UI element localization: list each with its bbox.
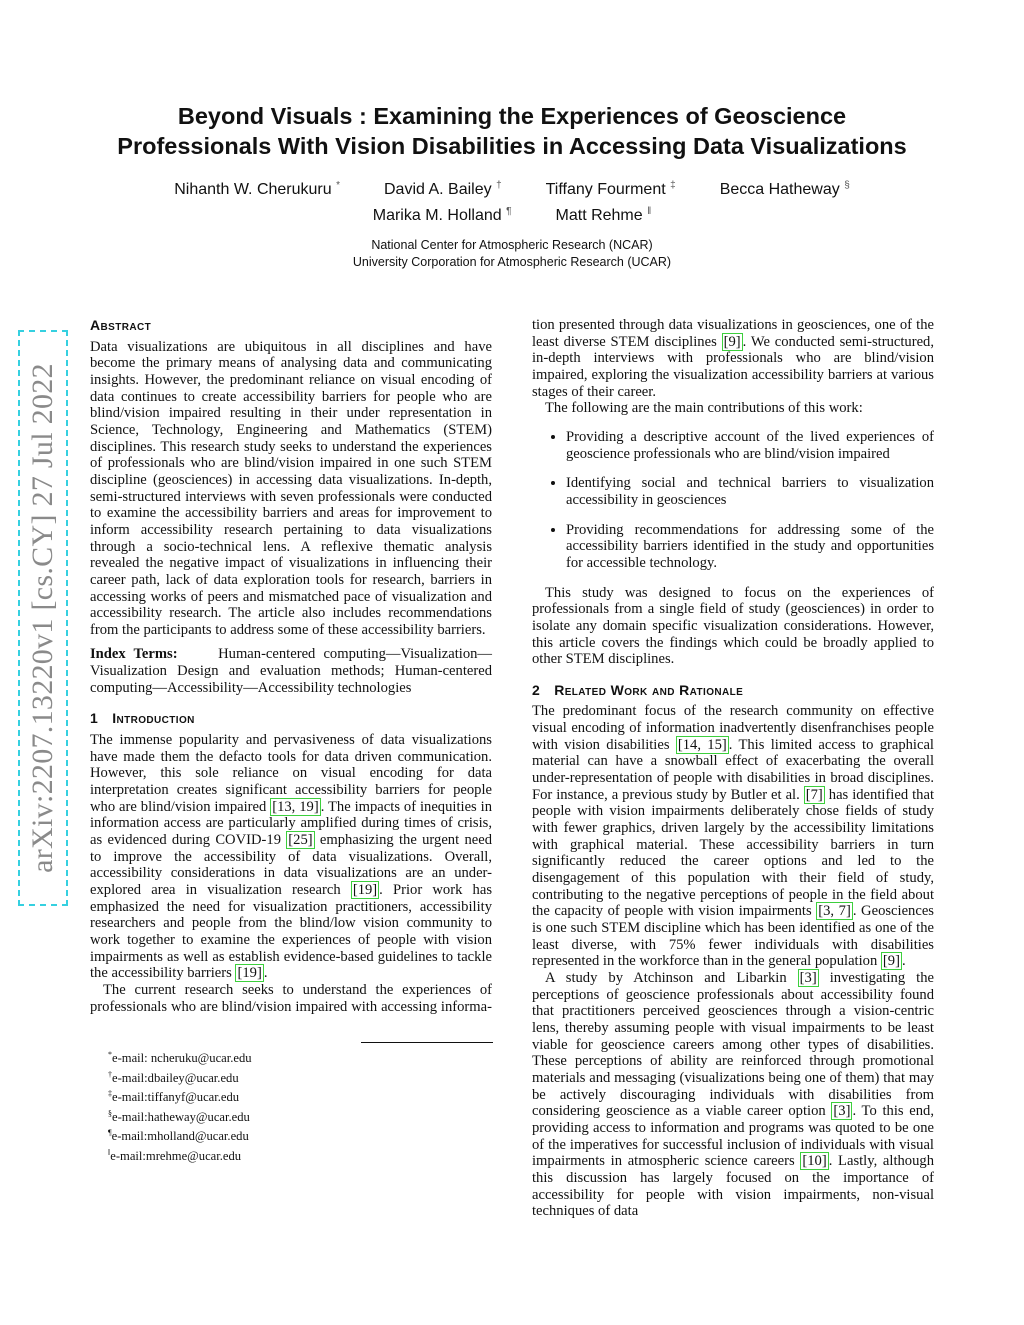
citation-link[interactable]: [25] (288, 832, 313, 849)
footnote-email[interactable]: e-mail:mholland@ucar.edu (111, 1129, 249, 1144)
section-number: 2 (532, 681, 541, 698)
text: . To this end, providing access to information and programs was quoted to be one of the imperatives for successful inclusion of individuals with visual impairments in atmospheric science careers (532, 1103, 934, 1170)
list-item: • Providing a descriptive account of the lived experiences of geoscience professionals who are blind/vision impaired (566, 429, 934, 462)
text: . Geosciences is one such STEM discipline which has been identified as one of the least diverse, with 75% fewer individuals with disabilities represented in the workforce than in the general population (532, 903, 934, 970)
arxiv-stamp[interactable] (18, 330, 68, 906)
footnotes (108, 1047, 252, 1165)
author-name: Nihanth W. Cherukuru (174, 181, 332, 198)
text: A study by Atchinson and Libarkin (545, 969, 798, 986)
affiliation: University Corporation for Atmospheric Research (UCAR) (352, 254, 672, 269)
paragraph (90, 982, 492, 1015)
list-item: • Providing recommendations for addressing some of the accessibility barriers identified in the study and opportunities for accessible technology. (566, 522, 934, 572)
footnote-email[interactable]: e-mail:dbailey@ucar.edu (112, 1070, 239, 1085)
paragraph (532, 970, 934, 1220)
author (546, 175, 676, 201)
author-mark: ‖ (647, 206, 652, 217)
paper-title: Beyond Visuals : Examining the Experiences of Geoscience Professionals With Vision Disabilities in Accessing Data Visualizations (117, 103, 907, 159)
author-name: David A. Bailey (384, 181, 492, 198)
text: . We conducted semi-structured, in-depth interviews with professionals who are blind/vision impaired, exploring the visualization accessibility barriers at various stages of their career. (532, 333, 935, 400)
section-heading (90, 710, 492, 727)
citation-link[interactable]: [19] (237, 965, 262, 982)
author-mark: * (336, 180, 340, 191)
text: tion presented through data visualizations in geosciences, one of the least diverse STEM disciplines (532, 317, 934, 350)
section-heading (90, 317, 492, 334)
paragraph (532, 317, 934, 400)
author-name: Tiffany Fourment (545, 181, 666, 198)
author (556, 201, 652, 227)
footnote (108, 1106, 252, 1126)
citation-link[interactable]: [19] (352, 882, 378, 898)
citation-link[interactable]: [9] (882, 953, 900, 970)
footnote (108, 1145, 252, 1165)
author (384, 175, 502, 201)
author-name: Becca Hatheway (719, 181, 840, 198)
text: The following are the main contributions of this work: (545, 400, 863, 417)
text: Data visualizations are ubiquitous in all disciplines and have become the primary means of analysing data and communicating insights. However, the predominant reliance on visual encoding of data continues to create accessibility barriers for people who are blind/vision impaired resulting in their under representation in Science, Technology, Engineering and Mathematics (STEM) disciplines. This research study seeks to understand the experiences of professionals who are blind/vision impaired in one such STEM discipline (geosciences) in accessing data visualizations. In-depth, semi-structured interviews with seven professionals were conducted to examine the accessibility barriers and areas for improvement to inform accessibility research pertaining to data visualizations through a socio-technical lens. A reflexive thematic analysis revealed the negative impact of visualizations in influencing their career path, lack of data exploration tools for research, barriers in accessing works of peers and mismatched pace of visualization and accessibility research. The article also includes recommendations from the participants to address some of these accessibility barriers. (90, 338, 492, 638)
author-name: Matt Rehme (555, 207, 643, 224)
paragraph (90, 732, 492, 982)
author-row (0, 175, 1024, 201)
text: . This limited access to graphical material can have a snowball effect of exacerbating the overall under-representation of people with disabilities in broad disciplines. For instance, a previous study by Butler et al. (532, 736, 934, 803)
citation-link[interactable]: [3] (833, 1103, 851, 1120)
citation-link[interactable]: [9] (723, 333, 741, 350)
bullet-list (532, 429, 934, 572)
footnote-email[interactable]: e-mail: ncheruku@ucar.edu (112, 1051, 252, 1066)
author-mark: † (496, 180, 502, 191)
index-terms-label: Index Terms: (90, 646, 178, 663)
footnote-mark: † (108, 1069, 112, 1079)
section-number: 1 (90, 710, 99, 727)
citation-link[interactable]: [14, 15] (677, 736, 727, 753)
footnote-email[interactable]: e-mail:hatheway@ucar.edu (112, 1109, 250, 1124)
text: The immense popularity and pervasiveness of data visualizations have made them the defacto tools for data driven communication. However, this sole reliance on visual encoding for data interpretation creates significant accessibility barriers for people who are blind/vision impaired (90, 732, 492, 815)
section-title: Introduction (112, 710, 195, 727)
footnote-mark: ‖ (108, 1147, 111, 1157)
text: investigating the perceptions of geoscience professionals about accessibility found that practitioners perceived geosciences through a vision-centric lens, thereby assuming people with visual impairments to be least viable for geoscience careers among other types of disabilities. These perceptions of ability are reinforced through promotional materials and messaging (visualizations being one of them) that may be actively discouraging individuals with disabilities from considering geoscience as a viable career option (532, 969, 934, 1120)
text: . The impacts of inequities in information access are particularly amplified during times of crisis, as evidenced during COVID-19 (90, 798, 492, 849)
paragraph (532, 585, 934, 668)
citation-link[interactable]: [10] (802, 1153, 827, 1170)
author-row (0, 201, 1024, 227)
footnote-mark: § (108, 1108, 112, 1118)
footnote-mark: ¶ (108, 1128, 112, 1138)
text: The predominant focus of the research community on effective visual encoding of information inadvertently disenfranchises people with vision disabilities (532, 703, 934, 753)
text: This study was designed to focus on the experiences of professionals from a single field of study (geosciences) in order to isolate any domain specific visualization considerations. However, this article covers the findings which could be broadly applied to other STEM disciplines. (532, 584, 934, 668)
author (174, 175, 340, 201)
footnote-email[interactable]: e-mail:tiffanyf@ucar.edu (112, 1090, 240, 1105)
affiliations (0, 237, 1024, 270)
left-column (90, 317, 492, 1015)
index-terms (90, 646, 492, 696)
footnote-email[interactable]: e-mail:mrehme@ucar.edu (110, 1149, 242, 1164)
citation-link[interactable]: [3] (799, 969, 817, 986)
paragraph (90, 339, 492, 639)
paragraph (532, 703, 934, 970)
author-mark: ¶ (506, 206, 512, 217)
footnote (108, 1086, 252, 1106)
affiliation: National Center for Atmospheric Research (NCAR) (371, 238, 653, 252)
author (720, 175, 850, 201)
text: . (901, 953, 906, 970)
author (373, 201, 512, 227)
text: . Prior work has emphasized the need for visualization practitioners, accessibility researchers and people from the blind/low vision community to work together to examine the experiences of people with vision impairments as well as establish evidence-based guidelines to tackle the accessibility barriers (90, 882, 493, 982)
text: has identified that people with vision impairments deliberately chose fields of study with fewer graphics, driven largely by the accessibility limitations with graphical material. These accessibility barriers in turn significantly reduced the career options and led to the disengagement of this population with their field of study, contributing to the negative perceptions of people in the field about the capacity of people with vision impairments (532, 786, 934, 920)
footnote-mark: ‡ (108, 1089, 112, 1099)
author-name: Marika M. Holland (372, 207, 502, 224)
author-mark: § (844, 180, 850, 191)
section-heading (532, 682, 934, 699)
index-terms-text: Human-centered computing—Visualization—Visualization Design and evaluation methods; Human-centered computing—Accessibility—Accessibility technologies (90, 646, 493, 696)
footnote (108, 1047, 252, 1067)
section-title: Abstract (90, 317, 152, 333)
right-column (532, 317, 934, 1220)
text: The current research seeks to understand the experiences of professionals who are blind/vision impaired with accessing informa- (90, 981, 492, 1015)
arxiv-id[interactable]: arXiv:2207.13220v1 [cs.CY] 27 Jul 2022 (26, 363, 59, 873)
list-item: • Identifying social and technical barriers to visualization accessibility in geosciences (566, 475, 934, 508)
footnote-rule (361, 1042, 493, 1043)
section-title: Related Work and Rationale (554, 681, 744, 698)
footnote-mark: * (108, 1050, 112, 1059)
citation-link[interactable]: [3, 7] (818, 903, 851, 920)
text: emphasizing the urgent need to improve the accessibility of data visualizations. Overall, accessibility considerations in data visualizations are an under-explored area in visualization research (90, 832, 492, 898)
footnote (108, 1067, 252, 1087)
footnote (108, 1125, 252, 1145)
text: . (263, 965, 268, 982)
citation-link[interactable]: [13, 19] (272, 798, 319, 815)
author-mark: ‡ (670, 180, 676, 191)
citation-link[interactable]: [7] (805, 786, 823, 803)
paragraph (532, 400, 934, 417)
text: . Lastly, although this discussion has largely focused on the importance of accessibility for people with vision impairments, non-visual techniques of data (532, 1153, 934, 1220)
author-list (0, 175, 1024, 227)
